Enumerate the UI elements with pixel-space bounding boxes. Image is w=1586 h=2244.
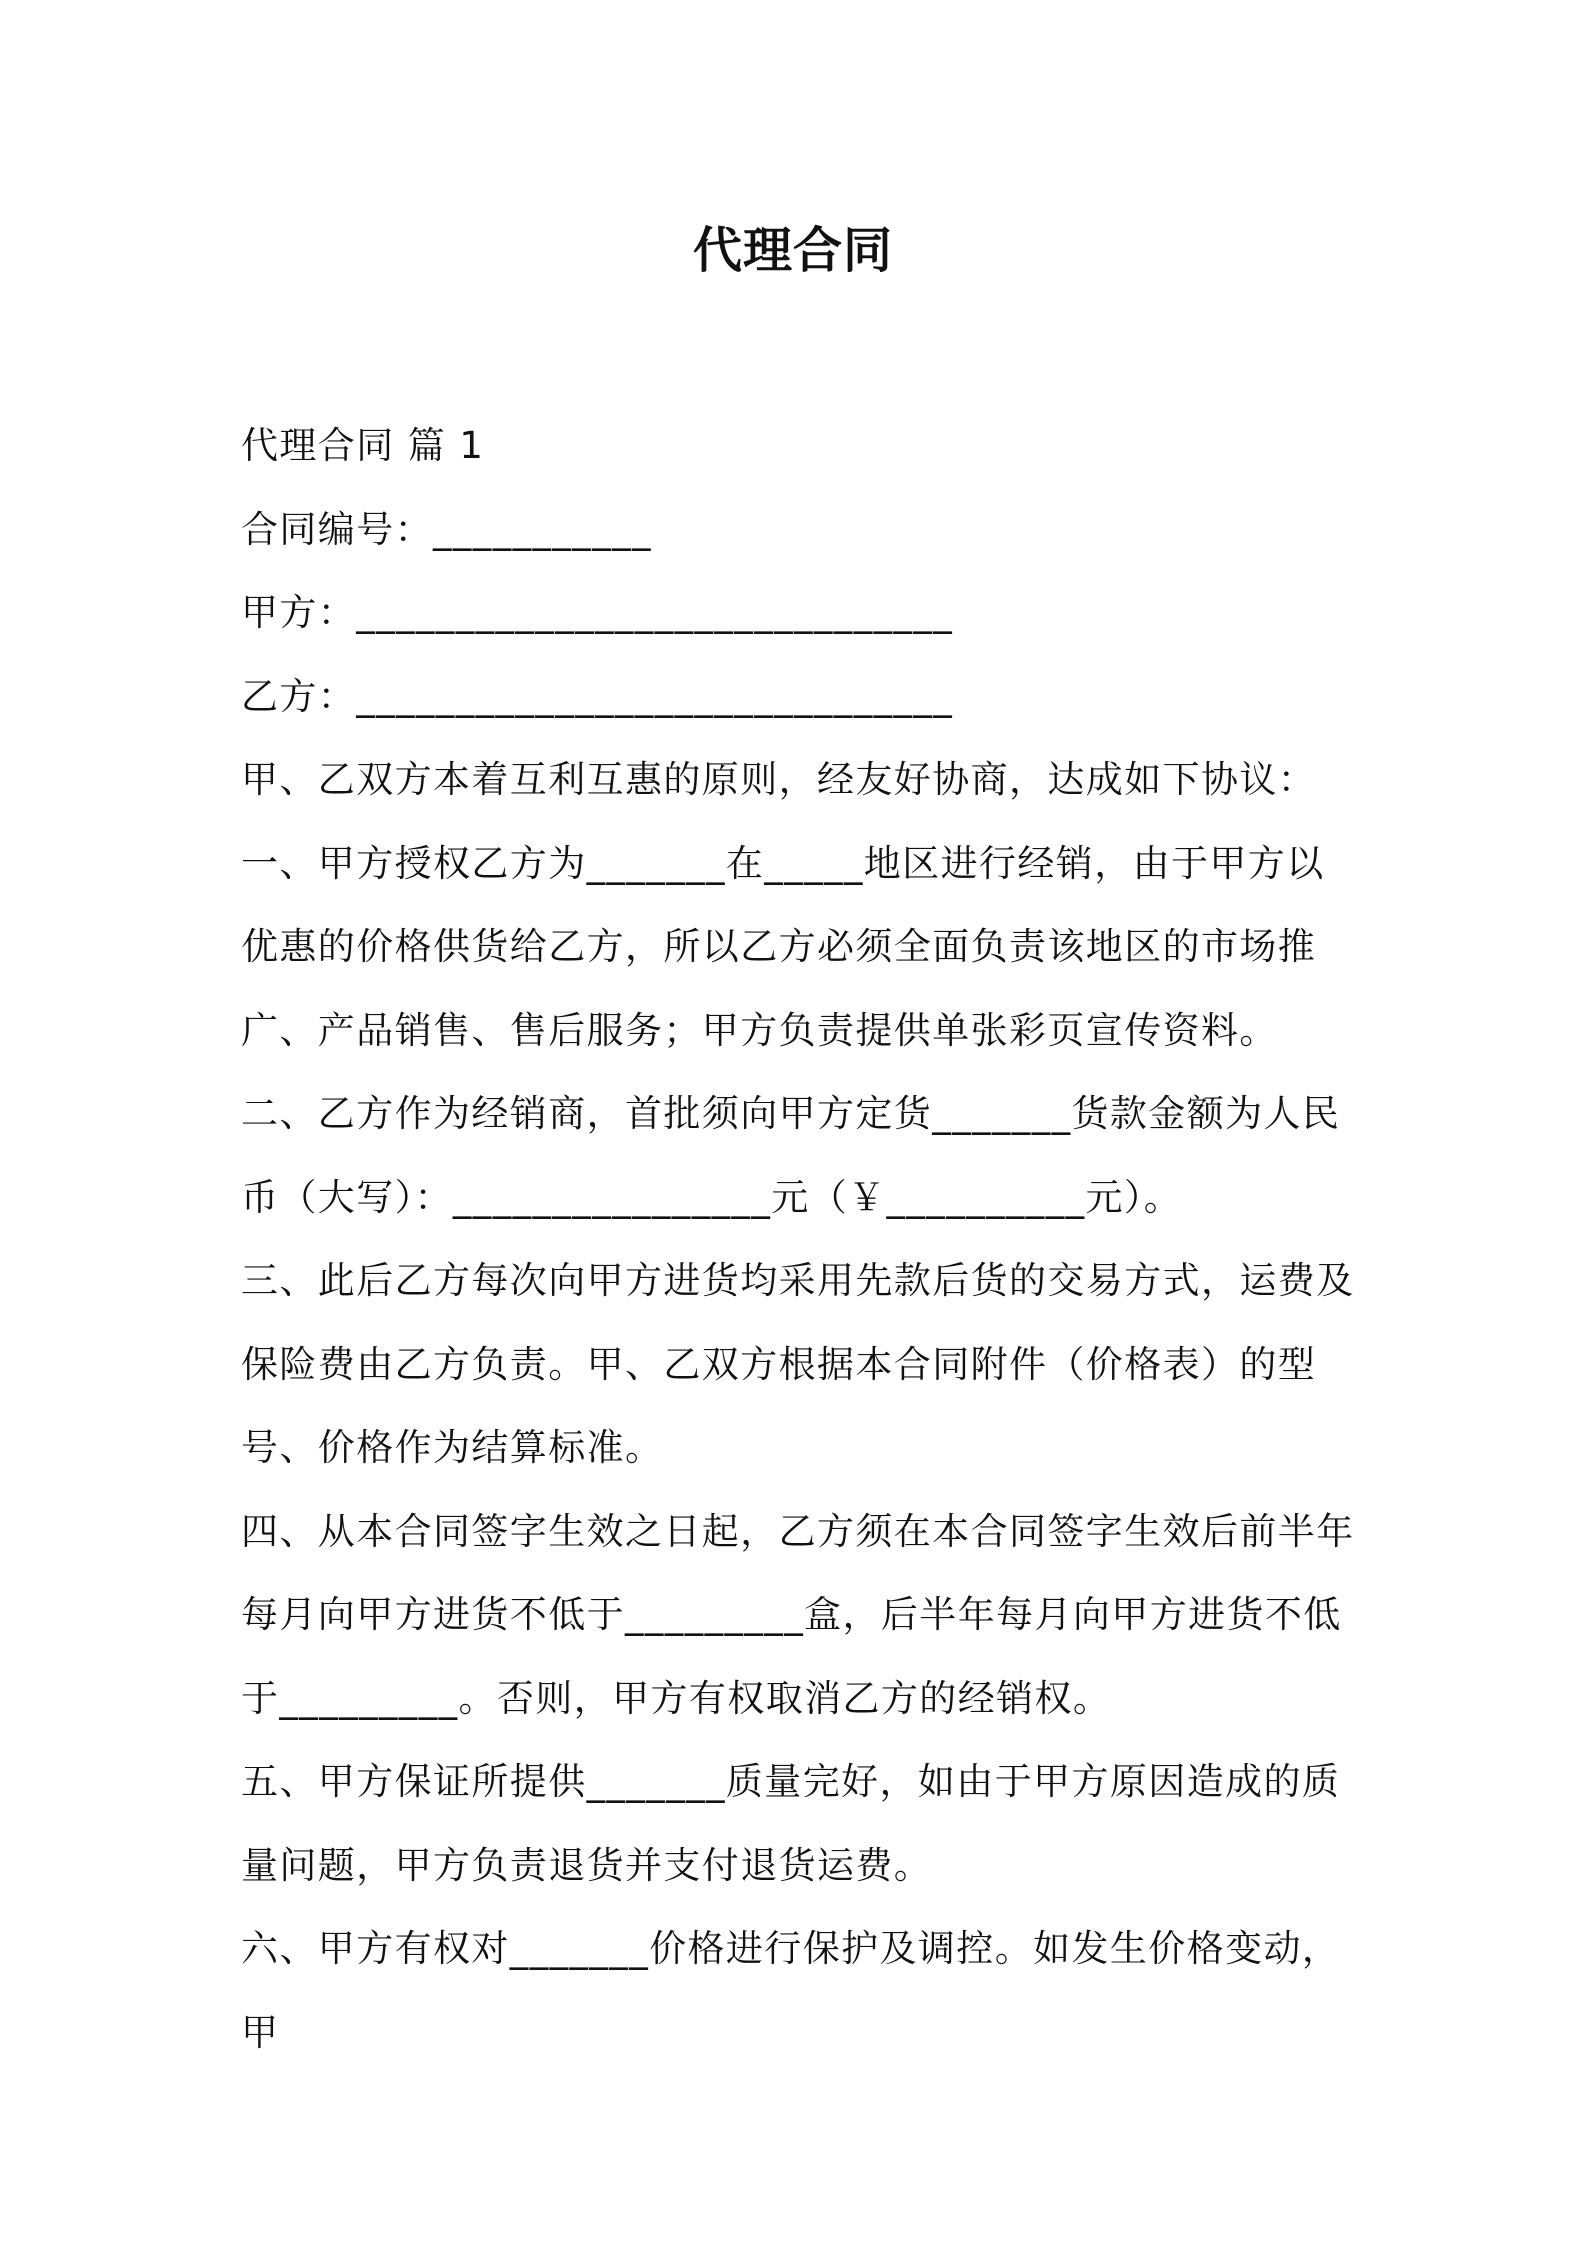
contract-number-line: 合同编号：___________ bbox=[241, 507, 652, 551]
clause-3: 三、此后乙方每次向甲方进货均采用先款后货的交易方式，运费及保险费由乙方负责。甲、乙双方根据本合同附件（价格表）的型号、价格作为结算标准。 bbox=[241, 1259, 1355, 1469]
clause-4: 四、从本合同签字生效之日起，乙方须在本合同签字生效后前半年每月向甲方进货不低于_________盒，后半年每月向甲方进货不低于_________。否则，甲方有权取消乙方的经销权。 bbox=[241, 1509, 1355, 1720]
clause-2: 二、乙方作为经销商，首批须向甲方定货_______货款金额为人民币（大写）：________________元（￥__________元）。 bbox=[241, 1092, 1341, 1219]
clause-1: 一、甲方授权乙方为_______在_____地区进行经销，由于甲方以优惠的价格供货给乙方，所以乙方必须全面负责该地区的市场推广、产品销售、售后服务；甲方负责提供单张彩页宣传资料。 bbox=[241, 841, 1325, 1052]
clause-6: 六、甲方有权对_______价格进行保护及调控。如发生价格变动，甲 bbox=[241, 1927, 1341, 2054]
party-a-line: 甲方：______________________________ bbox=[241, 591, 954, 634]
document-title: 代理合同 bbox=[692, 222, 893, 279]
party-b-line: 乙方：______________________________ bbox=[241, 674, 954, 718]
section-heading: 代理合同 篇 1 bbox=[241, 424, 485, 467]
clause-5: 五、甲方保证所提供_______质量完好，如由于甲方原因造成的质量问题，甲方负责退货并支付退货运费。 bbox=[241, 1760, 1341, 1887]
preamble-paragraph: 甲、乙双方本着互利互惠的原则，经友好协商，达成如下协议： bbox=[241, 758, 1317, 801]
document-body bbox=[241, 404, 1361, 2074]
